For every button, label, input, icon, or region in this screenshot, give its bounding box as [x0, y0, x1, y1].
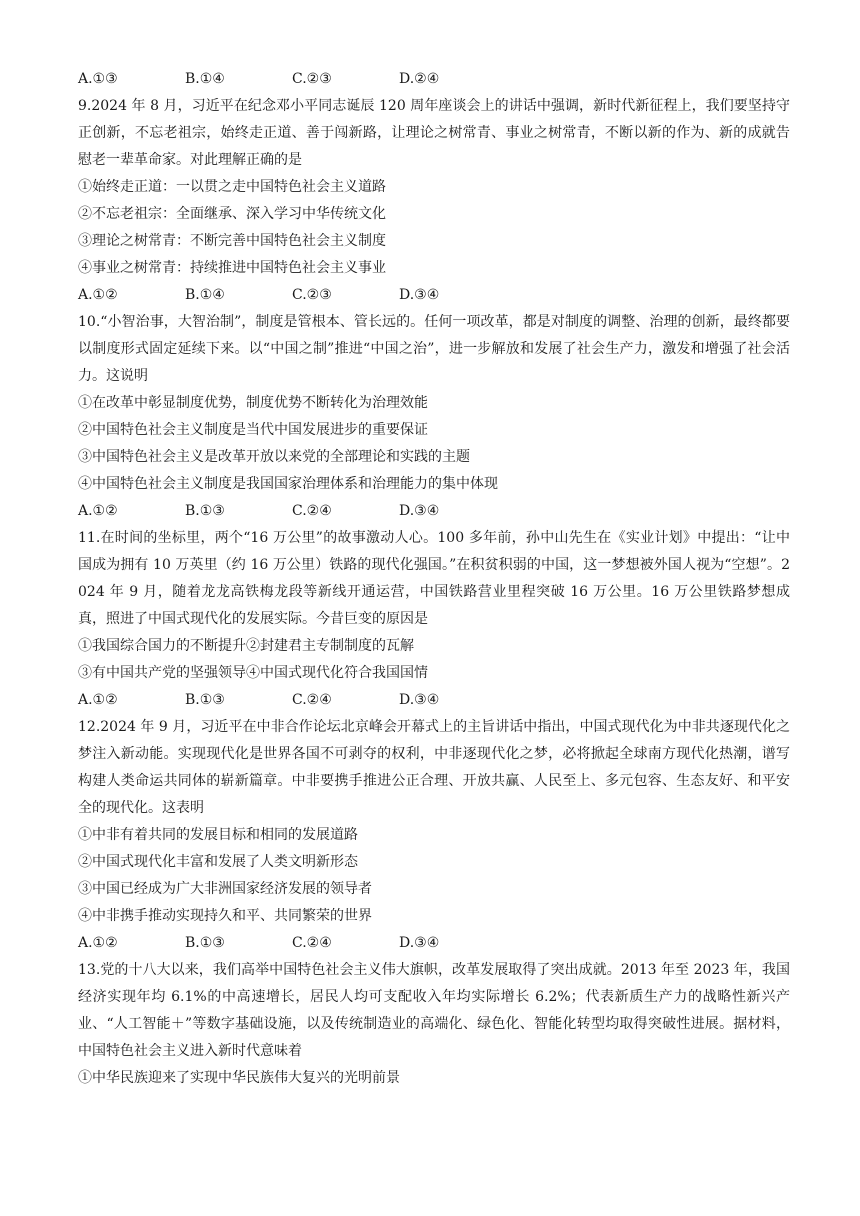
- option-b: B.①④: [185, 71, 225, 87]
- option-d: D.③④: [399, 935, 440, 951]
- option-c: C.②③: [292, 71, 332, 87]
- statement-item: ②中国式现代化丰富和发展了人类文明新形态: [78, 854, 358, 870]
- option-c: C.②④: [292, 935, 332, 951]
- answer-options: [78, 498, 790, 525]
- question-stem: 12.2024 年 9 月，习近平在中非合作论坛北京峰会开幕式上的主旨讲话中指出，中国式现代化为中非共逐现代化之梦注入新动能。实现现代化是世界各国不可剥夺的权利，中非逐现代化之梦，必将掀起全球南方现代化热潮，谱写构建人类命运共同体的崭新篇章。中非要携手推进公正合理、开放共赢、人民至上、多元包容、生态友好、和平安全的现代化。这表明: [78, 719, 790, 816]
- statement-item: ③有中国共产党的坚强领导④中国式现代化符合我国国情: [78, 665, 428, 681]
- statement-item: ③中国已经成为广大非洲国家经济发展的领导者: [78, 881, 372, 897]
- option-a: A.①②: [78, 935, 118, 951]
- answer-options: [78, 930, 790, 957]
- statement-item: ①始终走正道：一以贯之走中国特色社会主义道路: [78, 179, 386, 195]
- question-stem: 9.2024 年 8 月，习近平在纪念邓小平同志诞辰 120 周年座谈会上的讲话中强调，新时代新征程上，我们要坚持守正创新，不忘老祖宗，始终走正道、善于闯新路，让理论之树常青、事业之树常青，不断以新的作为、新的成就告慰老一辈革命家。对此理解正确的是: [78, 98, 790, 168]
- option-d: D.③④: [399, 287, 440, 303]
- statement-item: ①中非有着共同的发展目标和相同的发展道路: [78, 827, 358, 843]
- option-d: D.②④: [399, 71, 440, 87]
- statement-item: ②中国特色社会主义制度是当代中国发展进步的重要保证: [78, 422, 428, 438]
- question-stem: 13.党的十八大以来，我们高举中国特色社会主义伟大旗帜，改革发展取得了突出成就。2013 年至 2023 年，我国经济实现年均 6.1%的中高速增长，居民人均可支配收入年均实际增长 6.2%；代表新质生产力的战略性新兴产业、“人工智能＋”等数字基础设施，以及传统制造业的高端化、绿色化、智能化转型均取得突破性进展。据材料，中国特色社会主义进入新时代意味着: [78, 962, 790, 1059]
- option-a: A.①②: [78, 692, 118, 708]
- option-b: B.①④: [185, 287, 225, 303]
- option-b: B.①③: [185, 935, 225, 951]
- question-12: [78, 714, 790, 957]
- statement-item: ①我国综合国力的不断提升②封建君主专制制度的瓦解: [78, 638, 414, 654]
- option-b: B.①③: [185, 503, 225, 519]
- question-stem: 10.“小智治事，大智治制”，制度是管根本、管长远的。任何一项改革，都是对制度的调整、治理的创新，最终都要以制度形式固定延续下来。以“中国之制”推进“中国之治”，进一步解放和发展了社会生产力，激发和增强了社会活力。这说明: [78, 314, 790, 384]
- statement-item: ②不忘老祖宗：全面继承、深入学习中华传统文化: [78, 206, 386, 222]
- question-10: [78, 309, 790, 525]
- statement-item: ④中非携手推动实现持久和平、共同繁荣的世界: [78, 908, 372, 924]
- option-c: C.②④: [292, 692, 332, 708]
- option-a: A.①②: [78, 287, 118, 303]
- statement-item: ①在改革中彰显制度优势，制度优势不断转化为治理效能: [78, 395, 428, 411]
- option-c: C.②④: [292, 503, 332, 519]
- option-a: A.①②: [78, 503, 118, 519]
- question-13: [78, 957, 790, 1092]
- question-11: [78, 525, 790, 714]
- question-stem: 11.在时间的坐标里，两个“16 万公里”的故事激动人心。100 多年前，孙中山先生在《实业计划》中提出：“让中国成为拥有 10 万英里（约 16 万公里）铁路的现代化强国。”在积贫积弱的中国，这一梦想被外国人视为“空想”。2024 年 9 月，随着龙龙高铁梅龙段等新线开通运营，中国铁路营业里程突破 16 万公里。16 万公里铁路梦想成真，照进了中国式现代化的发展实际。今昔巨变的原因是: [78, 530, 790, 627]
- option-a: A.①③: [78, 71, 118, 87]
- option-d: D.③④: [399, 503, 440, 519]
- q8-options: [78, 66, 790, 93]
- answer-options: [78, 687, 790, 714]
- statement-item: ④中国特色社会主义制度是我国国家治理体系和治理能力的集中体现: [78, 476, 498, 492]
- question-9: [78, 93, 790, 309]
- statement-item: ④事业之树常青：持续推进中国特色社会主义事业: [78, 260, 386, 276]
- statement-item: ③理论之树常青：不断完善中国特色社会主义制度: [78, 233, 386, 249]
- statement-item: ①中华民族迎来了实现中华民族伟大复兴的光明前景: [78, 1070, 400, 1086]
- option-b: B.①③: [185, 692, 225, 708]
- statement-item: ③中国特色社会主义是改革开放以来党的全部理论和实践的主题: [78, 449, 470, 465]
- answer-options: [78, 282, 790, 309]
- exam-page: [78, 66, 790, 1092]
- option-d: D.③④: [399, 692, 440, 708]
- option-c: C.②③: [292, 287, 332, 303]
